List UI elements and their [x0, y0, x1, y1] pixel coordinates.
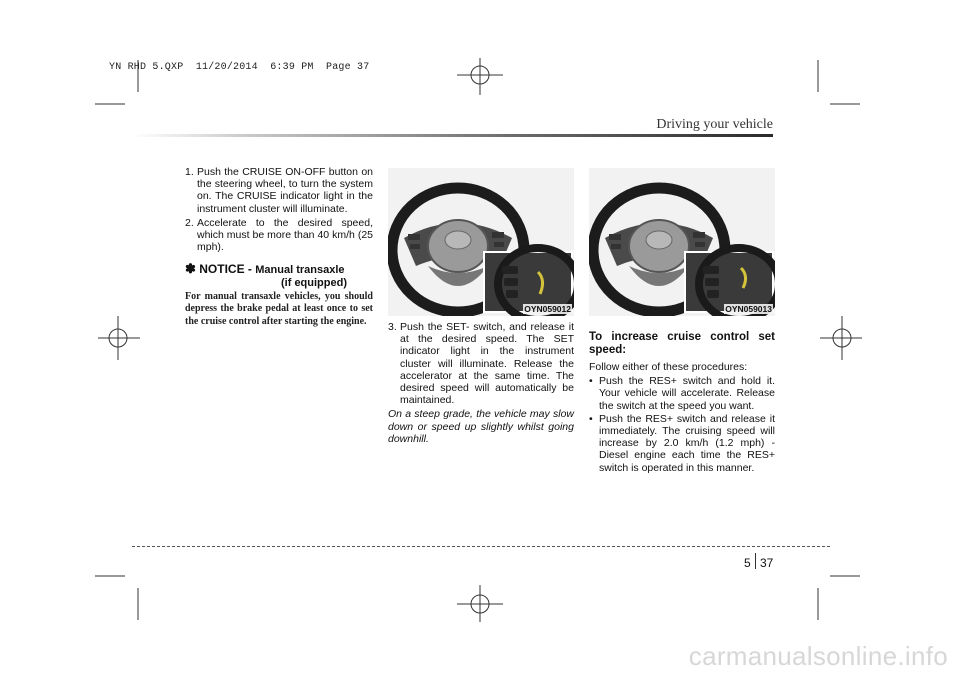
figure-steering-wheel-set-switch	[388, 168, 574, 316]
chapter-number: 5	[744, 556, 751, 570]
step-1-number: 1.	[185, 166, 194, 178]
step-2-text: Accelerate to the desired speed, which must be more than 40 km/h (25 mph).	[197, 216, 373, 254]
step-2-number: 2.	[185, 216, 194, 229]
step-3-text: Push the SET- switch, and release it at the desired speed. The SET indicator light in the instrument cluster will illuminate. Release the accelerator at the same time. The desired speed will automatically be maintained.	[400, 321, 574, 407]
section-title: Driving your vehicle	[656, 117, 773, 132]
header-rule	[132, 134, 773, 137]
file-header: YN RHD 5.QXP 11/20/2014 6:39 PM Page 37	[109, 62, 370, 73]
steering-wheel-illustration	[589, 168, 775, 316]
notice-title: Manual transaxle	[255, 264, 345, 277]
notice-symbol: ✽	[185, 261, 196, 277]
step-1-text: Push the CRUISE ON-OFF button on the steering wheel, to turn the system on. The CRUISE indicator light in the instrument cluster will illuminate.	[197, 166, 373, 215]
steep-grade-note: On a steep grade, the vehicle may slow down or speed up slightly whilst going downhill.	[388, 408, 574, 445]
bullet-dot: •	[589, 375, 593, 388]
registration-target-bottom	[457, 585, 503, 622]
column-3	[589, 331, 775, 475]
notice-body: For manual transaxle vehicles, you should depress the brake pedal at least once to set the cruise control after starting the engine.	[185, 290, 373, 327]
procedures-intro: Follow either of these procedures:	[589, 361, 748, 373]
figure-code: OYN059012	[524, 304, 571, 314]
steering-wheel-illustration	[388, 168, 574, 316]
bullet-item	[589, 413, 775, 474]
registration-target-top	[457, 58, 503, 95]
footer-rule	[132, 546, 830, 547]
increase-speed-heading: To increase cruise control set speed:	[589, 331, 775, 356]
step-2	[185, 217, 373, 254]
notice-heading	[185, 263, 373, 276]
step-3-number: 3.	[388, 321, 397, 333]
bullet-item	[589, 375, 775, 412]
notice-title-line2: (if equipped)	[281, 276, 347, 289]
bullet-dot: •	[589, 412, 593, 425]
notice-label: NOTICE -	[199, 262, 256, 277]
page-number: 37	[760, 556, 774, 570]
registration-target-right	[820, 316, 862, 360]
step-1	[185, 166, 373, 215]
figure-steering-wheel-res-switch	[589, 168, 775, 316]
registration-target-left	[98, 316, 140, 360]
column-1	[185, 166, 373, 328]
bullet-text: Push the RES+ switch and hold it. Your vehicle will accelerate. Release the switch at the speed you want.	[599, 375, 775, 412]
page-number-separator	[755, 553, 756, 569]
bullet-text: Push the RES+ switch and release it immediately. The cruising speed will increase by 2.0 km/h (1.2 mph) - Diesel engine each time the RES+ switch is operated in this manner.	[599, 412, 775, 474]
figure-code: OYN059013	[725, 304, 772, 314]
column-2	[388, 321, 574, 445]
watermark: carmanualsonline.info	[688, 641, 948, 671]
step-3	[388, 321, 574, 406]
